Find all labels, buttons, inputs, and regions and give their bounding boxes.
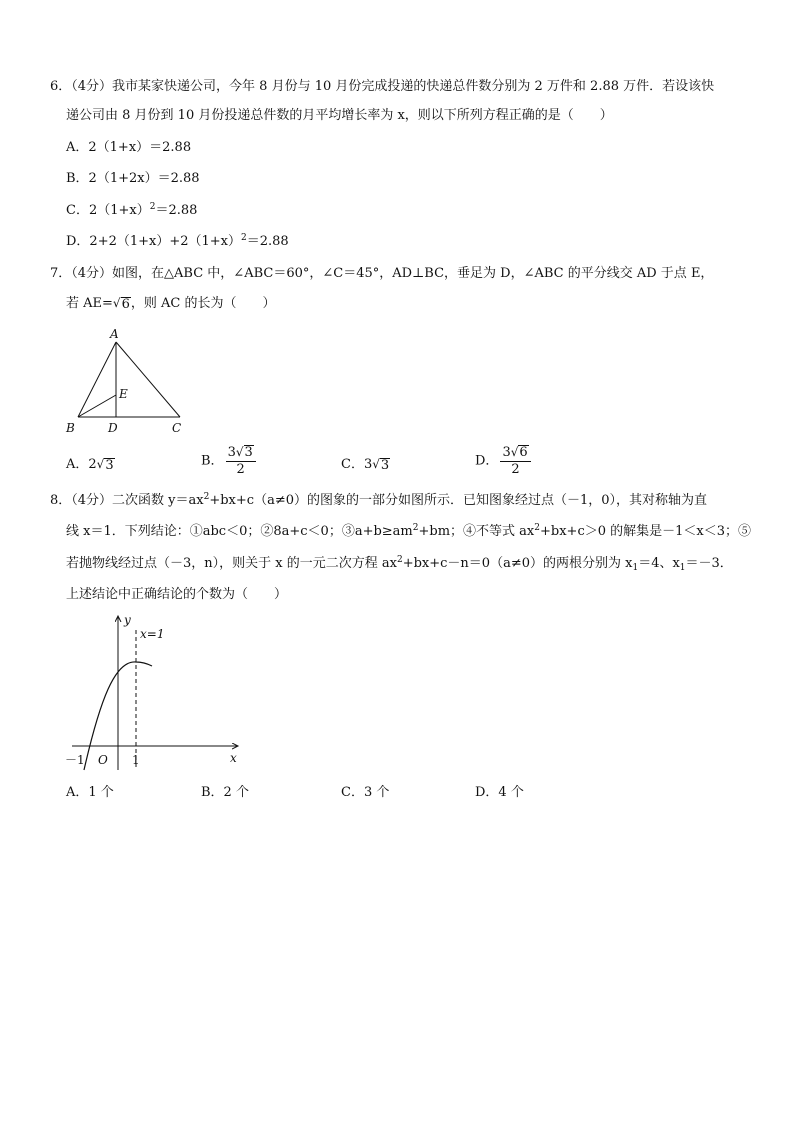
q8-line-3: 若抛物线经过点（－3，n），则关于 x 的一元二次方程 $ax^2+bx+c-n=0(a\ne 0)$的两根分别为 $x_1=4$、$x_1=-3$． [66, 555, 733, 573]
sqrt-three: √ 3 [96, 457, 114, 473]
label-a: A [110, 327, 119, 341]
q6-option-d-pre: D．2+2（1+x）+2（1+x） [66, 234, 242, 249]
label-e: E [119, 387, 128, 401]
label-b: B [66, 421, 75, 435]
q7-line-1: 7．（4分）如图，在△ABC 中，∠ABC＝60°，∠C＝45°，AD⊥BC，垂足为 D，∠ABC 的平分线交 AD 于点 E， [50, 266, 714, 281]
label-c: C [172, 421, 182, 435]
parabola-figure [60, 610, 250, 775]
sqrt-six: √ 6 [112, 296, 130, 312]
q6-option-d-post: ＝2.88 [246, 234, 289, 249]
q7-option-a: A．2 √ 3 [66, 457, 114, 473]
label-y: y [124, 613, 131, 627]
q7-line-2-pre: 若 AE= [66, 296, 113, 311]
q7-line-2-post: ，则 AC 的长为（ ） [130, 296, 276, 311]
q8-line-1: 8．（4分）二次函数 $y=ax^2+bx+c(a\ne 0)$的图象的一部分如图所示．已知图象经过点（－1，0），其对称轴为直 [50, 492, 708, 508]
q7-option-b: B． 3 √ 3 2 [201, 444, 258, 478]
q6-option-d [66, 233, 289, 251]
label-origin: O [98, 753, 108, 767]
label-one: 1 [132, 753, 140, 767]
label-axis-x1: x=1 [140, 627, 165, 641]
label-d: D [108, 421, 118, 435]
q6-option-c-post: ＝2.88 [155, 203, 198, 218]
q8-option-d: D．4 个 [475, 785, 524, 800]
q6-option-c [66, 202, 197, 220]
q7-line-2 [66, 294, 275, 313]
q8-option-a: A．1 个 [66, 785, 114, 800]
q6-option-a: A．2（1+x）＝2.88 [66, 140, 192, 155]
q7-option-d: D． 3 √ 6 2 [475, 444, 533, 478]
label-neg1: －1 [65, 753, 85, 767]
label-x: x [230, 751, 237, 765]
q6-option-b: B．2（1+2x）＝2.88 [66, 171, 200, 186]
q6-option-d-exp: 2 [241, 233, 247, 243]
q6-option-c-pre: C．2（1+x） [66, 203, 150, 218]
q6-line-1: 6．（4分）我市某家快递公司，今年 8 月份与 10 月份完成投递的快递总件数分别为 2 万件和 2.88 万件．若设该快 [50, 79, 715, 94]
q7-option-c: C．3 √ 3 [341, 457, 390, 473]
q8-option-c: C．3 个 [341, 785, 390, 800]
q6-option-c-exp: 2 [149, 202, 156, 212]
side-ac [116, 342, 180, 417]
q8-line-2: 线 x＝1．下列结论：①abc＜0；②8a+c＜0；$③a+b\ge am^2+bm$；④不等式 $ax^2+bx+c>0$ 的解集是－1＜x＜3；⑤ [66, 523, 751, 539]
triangle-figure [60, 322, 200, 442]
q8-line-4: 上述结论中正确结论的个数为（ ） [66, 587, 288, 602]
q8-option-b: B．2 个 [201, 785, 249, 800]
q6-line-2: 递公司由 8 月份到 10 月份投递总件数的月平均增长率为 x，则以下所列方程正确的是（ ） [66, 108, 613, 123]
